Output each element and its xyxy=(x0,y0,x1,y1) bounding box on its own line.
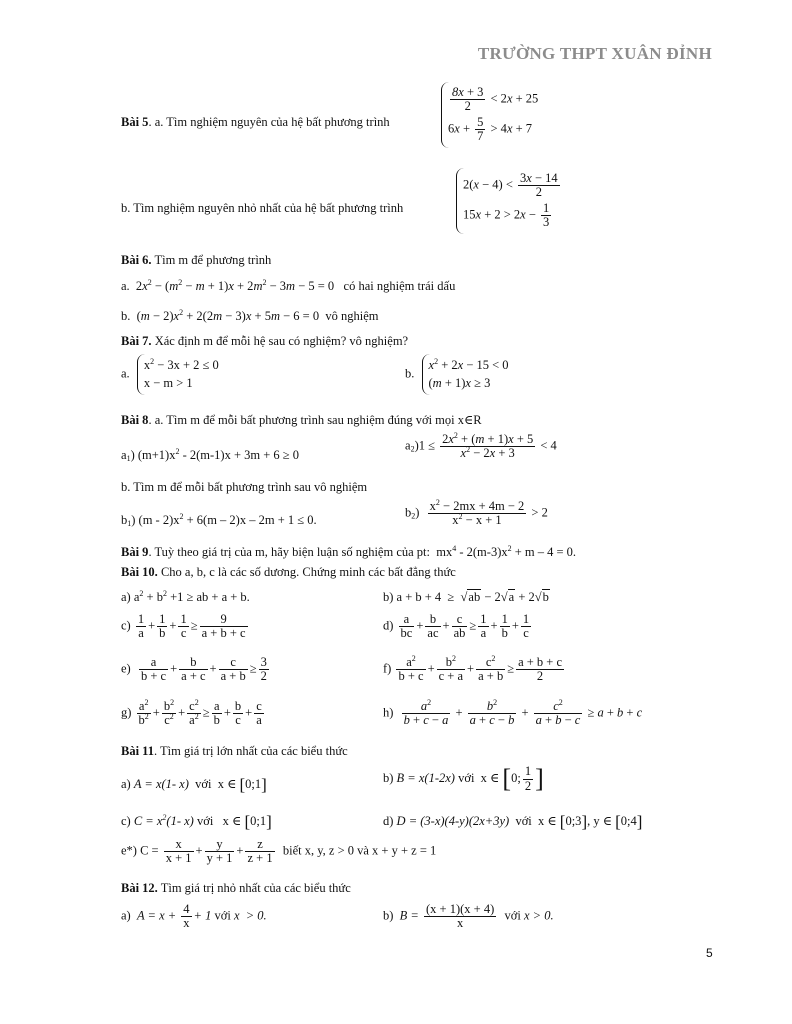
b5-a-text: . a. Tìm nghiệm nguyên của hệ bất phương trình xyxy=(148,115,390,129)
b6-b-line: b. $(m - 2)x^2 + 2(2m - 3)x + 5m - 6 = 0$ vô nghiệm xyxy=(121,308,379,323)
b7-line xyxy=(121,334,408,349)
b10-line xyxy=(121,565,456,580)
b10-a: a) $a^2 + b^2 +1$ ≥ ab + a + b. xyxy=(121,589,250,604)
b11-know: biết x, y, z > 0 và x + y + z = 1 xyxy=(282,843,437,858)
b6-b-note: vô nghiệm xyxy=(325,309,379,323)
b12-title: Bài 12. xyxy=(121,881,158,895)
b9-line: Bài 9. Tuỳ theo giá trị của m, hãy biện luận số nghiệm của pt: $mx^4 - 2(m-3)x^2 + m - 4 = 0$. xyxy=(121,544,577,559)
b11-b: b) B = x(1-2x) với x ∈ [0; $\frac{1}{2}$ ] xyxy=(383,764,544,793)
b10-c: c) $\frac{1}{a}$ + $\frac{1}{b}$ + $\frac{1}{c}$ ≥ $\frac{9}{a + b + c}$ xyxy=(121,612,246,641)
b10-b: b) a + b + 4 ≥ √ ab − 2√ a + 2√ b xyxy=(383,590,550,605)
b6-line xyxy=(121,253,271,268)
b10-d: d) $\frac{a}{bc}$ + $\frac{b}{ac}$ + $\frac{c}{ab}$ ≥ $\frac{1}{a}$ + $\frac{1}{b}$ + $\frac{1}{c}$ xyxy=(383,612,530,641)
b8-a1: $a_1$) $(m+1)x^2 - 2(m-1)x + 3m + 6 \ge 0$ xyxy=(121,447,300,463)
b11-a: a) A = x(1- x) với x ∈ [0;1] xyxy=(121,775,267,794)
b12-a: a) A = x + $\frac{4}{x}$ + 1 với x > 0. xyxy=(121,902,267,931)
b11-c: c) $C = x^2(1-$ x) với x ∈ [0;1] xyxy=(121,812,272,831)
b10-h: h) $\frac{a^2}{b + c - a}$ + $\frac{b^2}{a + c - b}$ + $\frac{c^2}{a + b - c}$ ≥ a + b + c xyxy=(383,698,643,728)
b5-title: Bài 5 xyxy=(121,115,149,129)
b5-a-system: $\frac{8x + 3}{2}$ < 2x + 25 6x + $\frac{5}{7}$ > 4x + 7 xyxy=(437,82,538,148)
b6-a-line: a. $2x^2 - (m^2 - m + 1)x + 2m^2 - 3m - 5 = 0$ có hai nghiệm trái dấu xyxy=(121,278,456,293)
b5-b-system: 2(x − 4) < $\frac{3x - 14}{2}$ 15x + 2 > 2x − $\frac{1}{3}$ xyxy=(452,168,562,234)
b11-text: . Tìm giá trị lớn nhất của các biểu thức xyxy=(154,744,348,758)
b8-line xyxy=(121,412,482,428)
b11-title: Bài 11 xyxy=(121,744,154,758)
b10-e: e) $\frac{a}{b + c}$ + $\frac{b}{a + c}$ + $\frac{c}{a + b}$ ≥ $\frac{3}{2}$ xyxy=(121,655,267,684)
b11-e: e*) C = $\frac{x}{x + 1}$ + $\frac{y}{y + 1}$ + $\frac{z}{z + 1}$ biết x, y, z > 0 và x + y + z = 1 xyxy=(121,837,437,866)
b10-title: Bài 10. xyxy=(121,565,158,579)
b6-text: Tìm m để phương trình xyxy=(151,253,272,267)
b12-text: Tìm giá trị nhỏ nhất của các biểu thức xyxy=(157,881,351,895)
b7-a-system: a. $x^2 - 3x + 2 \le 0$ x − m > 1 xyxy=(121,354,219,395)
b5-b-line: b. Tìm nghiệm nguyên nhỏ nhất của hệ bất phương trình xyxy=(121,201,404,215)
b8-b1: $b_1$) $(m - 2)x^2 + 6(m - 2)x - 2m + 1 \le 0$. xyxy=(121,512,317,528)
b10-text: Cho a, b, c là các số dương. Chứng minh các bất đẳng thức xyxy=(157,565,456,579)
b8-a2: $a_2)1$ ≤ $\frac{2x^2 + (m + 1)x + 5}{x^2 - 2x + 3}$ < 4 xyxy=(405,431,557,461)
b7-b-system: b. $x^2 + 2x - 15 < 0$ (m + 1)x ≥ 3 xyxy=(405,354,509,395)
b12-b: b) B = $\frac{(x + 1)(x + 4)}{x}$ với x > 0. xyxy=(383,902,554,931)
b8-title: Bài 8 xyxy=(121,413,149,427)
b7-text: Xác định m để mỗi hệ sau có nghiệm? vô nghiệm? xyxy=(151,334,409,348)
school-header: TRƯỜNG THPT XUÂN ĐỈNH xyxy=(477,44,712,63)
page-number: 5 xyxy=(706,946,713,960)
b5-a-line xyxy=(121,115,390,130)
b9-text: . Tuỳ theo giá trị của m, hãy biện luận số nghiệm của pt: xyxy=(148,545,430,559)
b12-line xyxy=(121,881,351,896)
b11-line xyxy=(121,744,348,759)
b6-title: Bài 6. xyxy=(121,253,152,267)
b8-b-line: b. Tìm m để mỗi bất phương trình sau vô nghiệm xyxy=(121,480,368,494)
b8-a-text: . a. Tìm m để mỗi bất phương trình sau nghiệm đúng với mọi x∈R xyxy=(148,413,482,427)
b11-d: d) D = (3-x)(4-y)(2x+3y) với x ∈ [0;3], y ∈ [0;4] xyxy=(383,812,643,831)
b9-title: Bài 9 xyxy=(121,545,149,559)
b7-title: Bài 7. xyxy=(121,334,152,348)
b6-a-note: có hai nghiệm trái dấu xyxy=(343,279,456,293)
b10-f: f) $\frac{a^2}{b + c}$ + $\frac{b^2}{c + a}$ + $\frac{c^2}{a + b}$ ≥ $\frac{a + b + c}{2}$ xyxy=(383,654,563,684)
b8-b2: $b_2$) $\frac{x^2 - 2mx + 4m - 2}{x^2 - x + 1}$ > 2 xyxy=(405,498,548,528)
b10-g: g) $\frac{a^2}{b^2}$ + $\frac{b^2}{c^2}$ + $\frac{c^2}{a^2}$ ≥ $\frac{a}{b}$ + $\frac{b}{c}$ + $\frac{c}{a}$ xyxy=(121,698,262,728)
